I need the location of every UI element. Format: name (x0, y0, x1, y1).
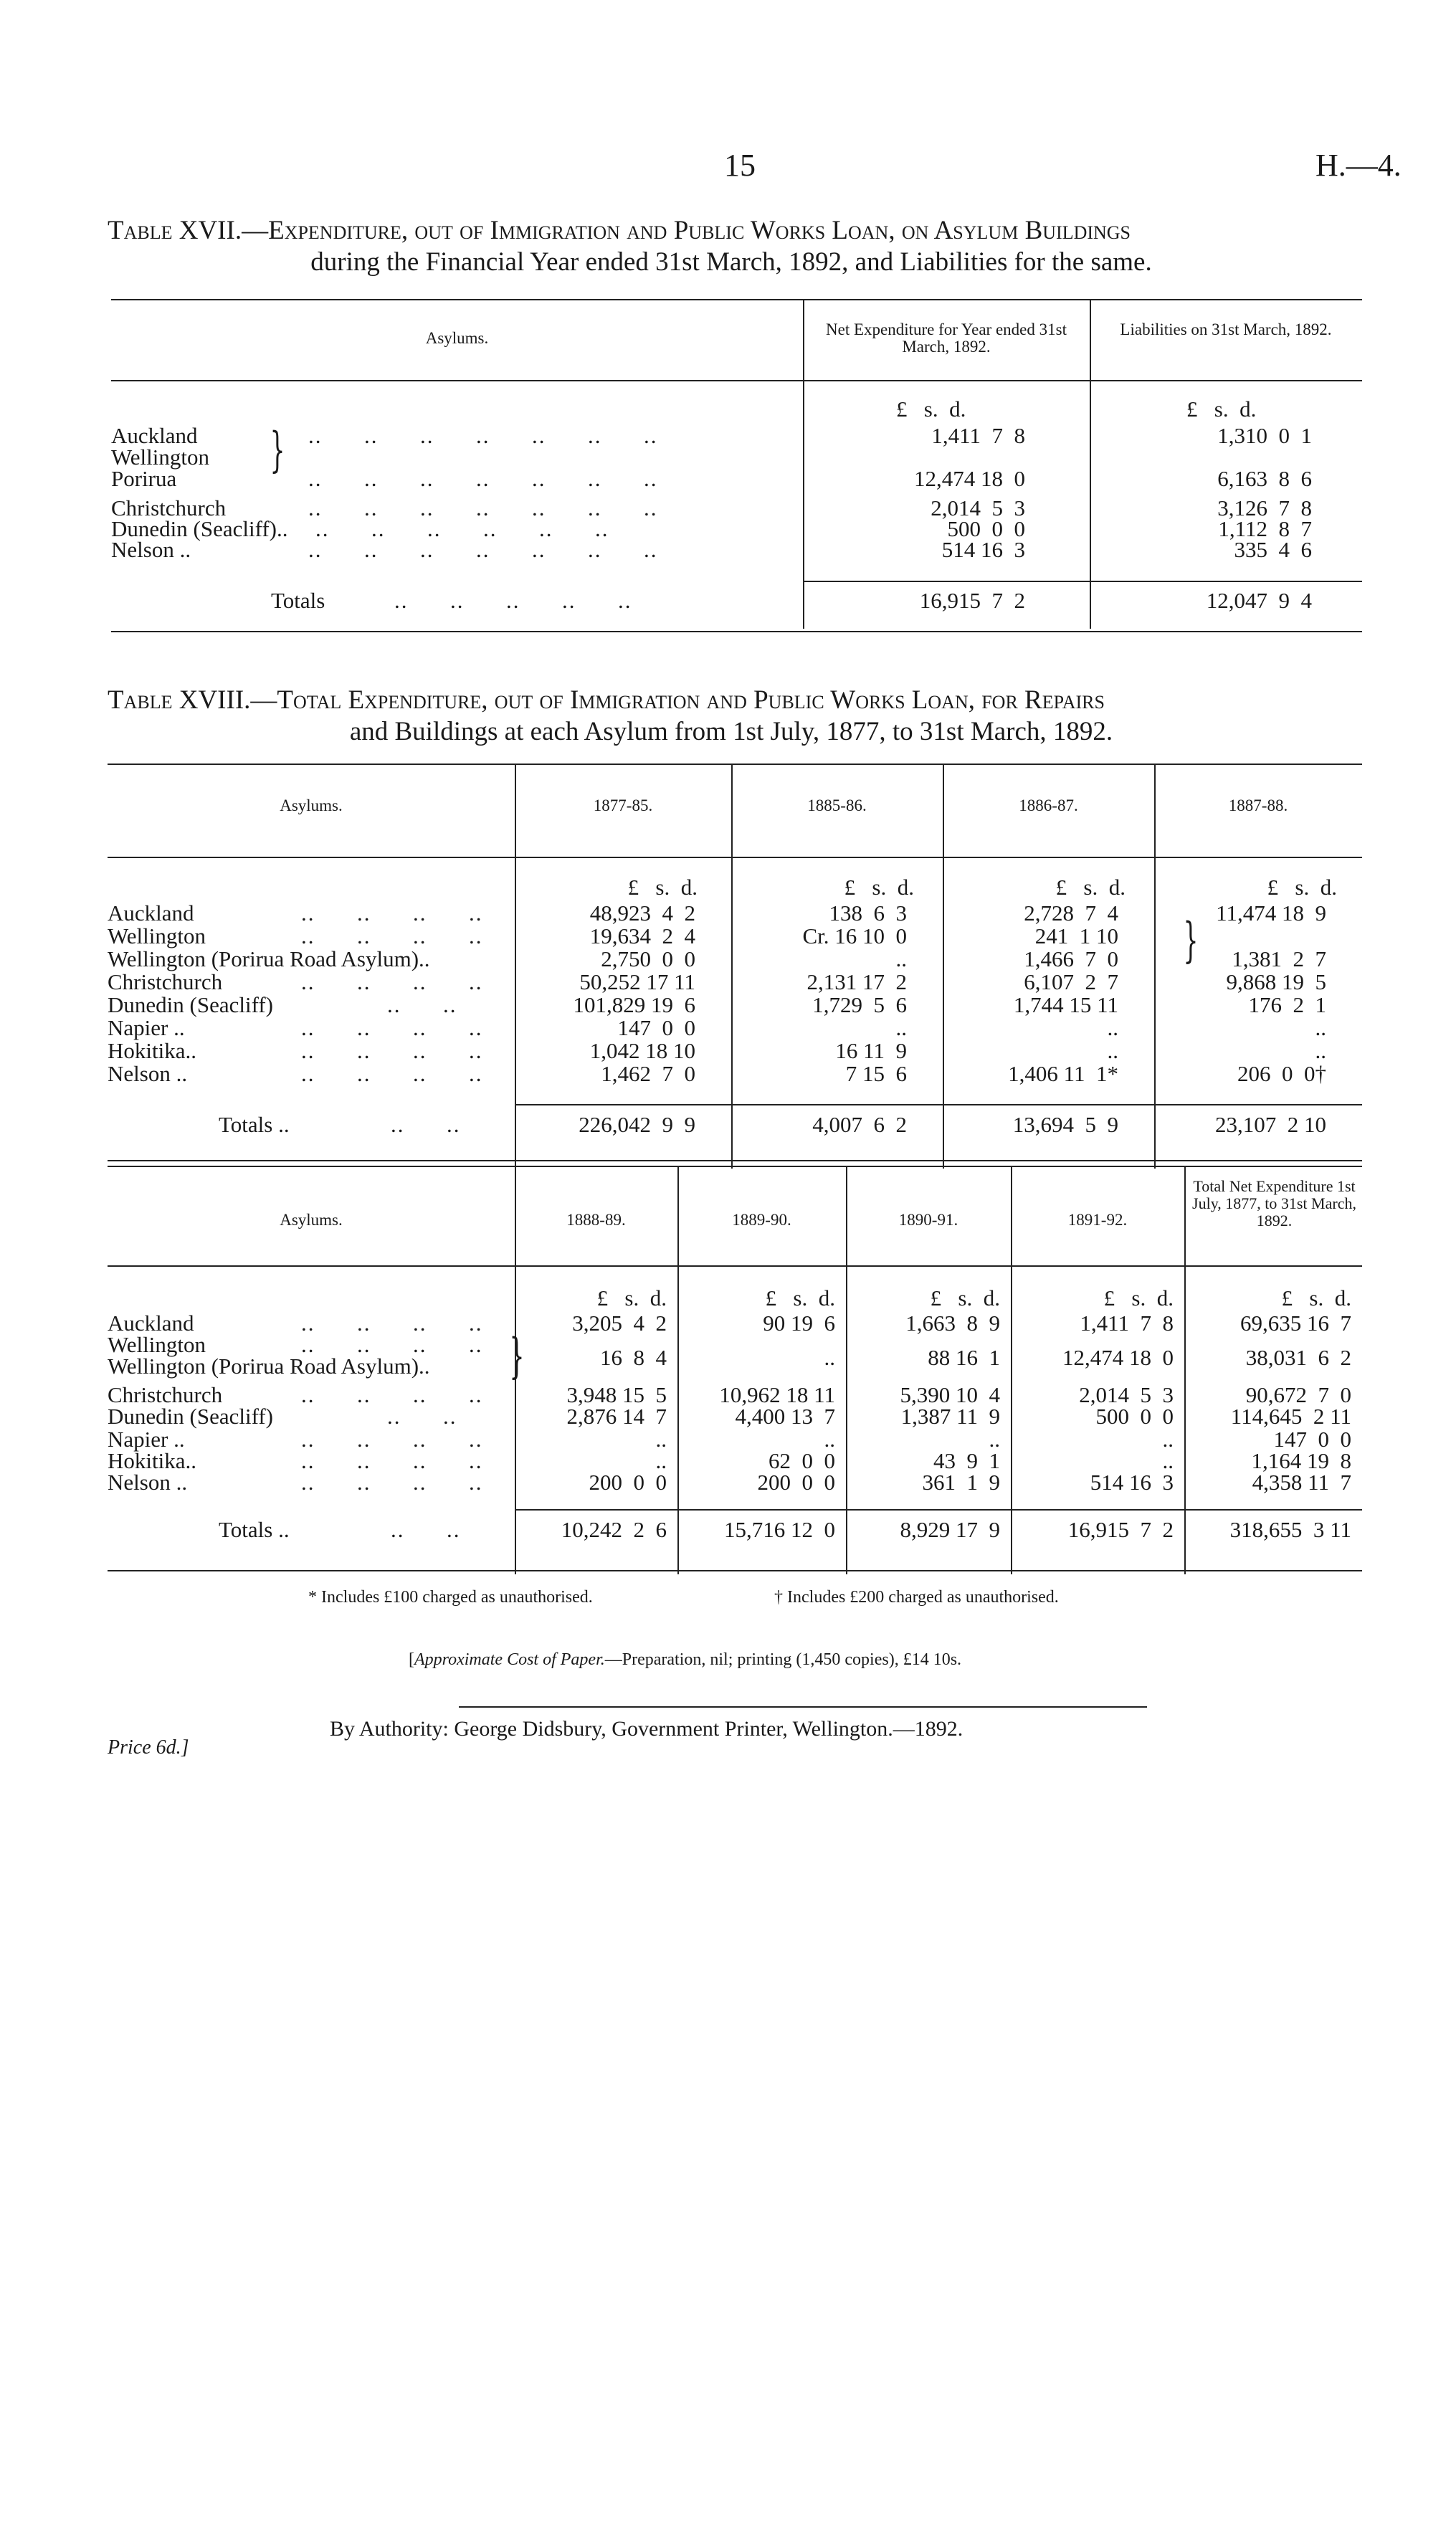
table18a-row-name: Nelson .. (108, 1061, 188, 1086)
table18a-cell: 101,829 19 6 (573, 992, 695, 1017)
table18b-unit-header: £ s. d. (930, 1285, 1000, 1311)
table18b-row-name: Auckland (108, 1311, 194, 1336)
table18-title-line1: Total Expenditure, out of Immigration and Public Works Loan, for Repairs (277, 685, 1105, 715)
table18b-cell: 361 1 9 (922, 1470, 1000, 1495)
table18a-unit-header: £ s. d. (844, 875, 914, 900)
footnote-1: * Includes £100 charged as unauthorised. (308, 1588, 593, 1607)
table18b-cell: 12,474 18 0 (1062, 1345, 1174, 1370)
table18a-cell: .. (1315, 1038, 1326, 1063)
leader-dots: .. .. .. .. (301, 1427, 483, 1452)
table17-row-net: 2,014 5 3 (931, 495, 1025, 520)
table18b-total: 8,929 17 9 (900, 1517, 1000, 1542)
table18b-total: 318,655 3 11 (1229, 1517, 1351, 1542)
table18a-row-name: Wellington (Porirua Road Asylum).. (108, 946, 430, 971)
table17-row-name: Auckland (111, 423, 198, 448)
table18b-unit-header: £ s. d. (596, 1285, 667, 1311)
table18a-row-name: Dunedin (Seacliff) (108, 992, 273, 1017)
table18b-col-total: Total Net Expenditure 1st July, 1877, to 31st March, 1892. (1192, 1177, 1356, 1229)
table18b-cell: 16 8 4 (600, 1345, 667, 1370)
table17-row-liab: 3,126 7 8 (1217, 495, 1312, 520)
table18b-cell: .. (824, 1427, 835, 1452)
table18b-cell: 1,663 8 9 (905, 1311, 1000, 1336)
table18a-year-header: 1887-88. (1228, 796, 1288, 814)
table18b-cell: 3,948 15 5 (566, 1382, 667, 1407)
table18b-cell: 88 16 1 (928, 1345, 1000, 1370)
table17-row-net: 500 0 0 (947, 516, 1025, 541)
leader-dots: .. .. .. .. (301, 1038, 483, 1063)
leader-dots: .. .. .. .. (301, 1015, 483, 1040)
leader-dots: .. .. .. .. .. .. .. (308, 423, 658, 448)
leader-dots: .. .. .. .. .. .. (315, 516, 609, 541)
table18b-year-header: 1888-89. (566, 1211, 626, 1229)
table18a-cell: 2,750 0 0 (601, 946, 695, 971)
table17-row-liab: 1,112 8 7 (1218, 516, 1312, 541)
table18a-row-name: Hokitika.. (108, 1038, 196, 1063)
table18b-cell: 500 0 0 (1095, 1404, 1174, 1429)
table18b-cell: 200 0 0 (589, 1470, 667, 1495)
table17-col-liab: Liabilities on 31st March, 1892. (1120, 320, 1332, 338)
table18a-cell: 16 11 9 (835, 1038, 907, 1063)
table18b-cell: 3,205 4 2 (572, 1311, 667, 1336)
table18b-total: 15,716 12 0 (724, 1517, 835, 1542)
leader-dots: .. .. .. .. .. .. .. (308, 537, 658, 562)
table18b-cell: 114,645 2 11 (1230, 1404, 1351, 1429)
leader-dots: .. .. .. .. (301, 1470, 483, 1495)
table17-net-unit: £ s. d. (896, 396, 966, 422)
table18a-cell: 1,462 7 0 (601, 1061, 695, 1086)
table18a-cell: 9,868 19 5 (1226, 969, 1326, 994)
table17-row-name: Nelson .. (111, 537, 191, 562)
table18-title-prefix: Table XVIII.— (108, 685, 277, 715)
table17-col-net: Net Expenditure for Year ended 31st March, 1892. (826, 320, 1067, 356)
table18a-cell: .. (1107, 1015, 1118, 1040)
table17-title (108, 215, 1355, 278)
table18a-total: 4,007 6 2 (812, 1112, 907, 1137)
table18b-unit-header: £ s. d. (1281, 1285, 1351, 1311)
table18b-unit-header: £ s. d. (1103, 1285, 1174, 1311)
table18b-row-name: Wellington (Porirua Road Asylum).. (108, 1354, 430, 1379)
table18a-cell: 50,252 17 11 (579, 969, 695, 994)
table18a-cell: 19,634 2 4 (589, 923, 695, 948)
leader-dots: .. .. .. .. (301, 923, 483, 948)
wellington-1887-brace: } (1183, 913, 1199, 968)
leader-dots: .. .. .. .. (301, 1061, 483, 1086)
table18b-total: 10,242 2 6 (561, 1517, 667, 1542)
table18a-row-name: Napier .. (108, 1015, 185, 1040)
table18b-cell: 69,635 16 7 (1240, 1311, 1351, 1336)
table18b-year-header: 1891-92. (1067, 1211, 1128, 1229)
table18a-year-header: 1886-87. (1019, 796, 1078, 814)
table18b-cell: 90 19 6 (763, 1311, 835, 1336)
table18b-cell: .. (824, 1345, 835, 1370)
table18a-cell: 147 0 0 (617, 1015, 695, 1040)
table18a-row-name: Wellington (108, 923, 206, 948)
table17-row-net: 12,474 18 0 (914, 466, 1025, 491)
table18a-cell: 1,729 5 6 (812, 992, 907, 1017)
table18a-cell: Cr. 16 10 0 (802, 923, 907, 948)
table17-row-name: Christchurch (111, 495, 227, 520)
table18a-unit-header: £ s. d. (1055, 875, 1126, 900)
paper-cost-label: Approximate Cost of Paper. (414, 1650, 605, 1669)
table18b-row-name: Napier .. (108, 1427, 185, 1452)
table18a-cell: 206 0 0† (1237, 1061, 1326, 1086)
footnote-2: † Includes £200 charged as unauthorised. (774, 1588, 1059, 1607)
table18b-cell: 4,358 11 7 (1252, 1470, 1351, 1495)
table18b-cell: 1,164 19 8 (1251, 1448, 1351, 1473)
table18b-cell: 514 16 3 (1090, 1470, 1174, 1495)
table18b-total: 16,915 7 2 (1067, 1517, 1174, 1542)
table17-row-name: Wellington (111, 444, 209, 470)
price: Price 6d.] (108, 1736, 189, 1759)
leader-dots: .. .. (387, 992, 457, 1017)
table18b-totals-label: Totals .. (219, 1517, 290, 1542)
table18b-cell: 147 0 0 (1273, 1427, 1351, 1452)
table18a-cell: 138 6 3 (829, 900, 907, 926)
table17-liab-unit: £ s. d. (1186, 396, 1257, 422)
table17-title-prefix: Table XVII.— (108, 216, 269, 245)
table18b-cell: 2,876 14 7 (566, 1404, 667, 1429)
table18a-cell: .. (1107, 1038, 1118, 1063)
table18a-cell: 2,131 17 2 (806, 969, 907, 994)
table18b-unit-header: £ s. d. (765, 1285, 835, 1311)
table18a-year-header: 1885-86. (807, 796, 867, 814)
table17-title-line2: during the Financial Year ended 31st March, 1892, and Liabilities for the same. (310, 247, 1152, 277)
table18b-year-header: 1890-91. (898, 1211, 958, 1229)
table18a-cell: .. (895, 946, 907, 971)
leader-dots: .. .. .. .. .. .. .. (308, 466, 658, 491)
authority-line: By Authority: George Didsbury, Government Printer, Wellington.—1892. (330, 1717, 963, 1741)
table18a-cell: 1,042 18 10 (589, 1038, 695, 1063)
leader-dots: .. .. .. .. (301, 1448, 483, 1473)
wellington-porirua-brace: } (270, 422, 285, 477)
table18a-cell: .. (1315, 1015, 1326, 1040)
table18-title (108, 685, 1355, 748)
table18a-total: 23,107 2 10 (1215, 1112, 1326, 1137)
table18a-cell: 176 2 1 (1248, 992, 1326, 1017)
table17-row-name: Porirua (111, 466, 177, 491)
table17-row-net: 514 16 3 (941, 537, 1025, 562)
table18a-cell: .. (895, 1015, 907, 1040)
table18b-cell: 90,672 7 0 (1245, 1382, 1351, 1407)
table18a-cell: 11,474 18 9 (1216, 900, 1326, 926)
table18a-unit-header: £ s. d. (1267, 875, 1337, 900)
table18b-cell: 200 0 0 (757, 1470, 835, 1495)
leader-dots: .. .. (387, 1404, 457, 1429)
table18a-cell: 1,744 15 11 (1013, 992, 1118, 1017)
table18a-cell: 6,107 2 7 (1024, 969, 1118, 994)
document-id: H.—4. (1315, 148, 1402, 183)
table18b-cell: .. (1162, 1448, 1174, 1473)
table18a-row-name: Christchurch (108, 969, 223, 994)
table18a-cell: 2,728 7 4 (1024, 900, 1118, 926)
leader-dots: .. .. .. .. (301, 1382, 483, 1407)
leader-dots: .. .. .. .. (301, 1332, 483, 1357)
table18-title-line2: and Buildings at each Asylum from 1st July, 1877, to 31st March, 1892. (349, 717, 1113, 746)
table18b-cell: 43 9 1 (933, 1448, 1000, 1473)
table18b-cell: 1,411 7 8 (1080, 1311, 1174, 1336)
table18a-total: 13,694 5 9 (1012, 1112, 1118, 1137)
table18b-cell: 10,962 18 11 (719, 1382, 835, 1407)
table17-totals-liab: 12,047 9 4 (1206, 588, 1312, 613)
table18b-cell: .. (655, 1427, 667, 1452)
table18b-cell: 38,031 6 2 (1245, 1345, 1351, 1370)
table18b-row-name: Christchurch (108, 1382, 223, 1407)
table18a-cell: 241 1 10 (1034, 923, 1118, 948)
paper-cost-text: —Preparation, nil; printing (1,450 copies), £14 10s. (604, 1650, 962, 1669)
table17-col-asylums: Asylums. (425, 329, 489, 347)
table18a-cell: 48,923 4 2 (589, 900, 695, 926)
table18a-cell: 1,466 7 0 (1024, 946, 1118, 971)
table18a-unit-header: £ s. d. (627, 875, 698, 900)
table18a-year-header: 1877-85. (593, 796, 653, 814)
table18a-row-name: Auckland (108, 900, 194, 926)
table18a-totals-label: Totals .. (219, 1112, 290, 1137)
table18b-cell: 2,014 5 3 (1079, 1382, 1174, 1407)
table18b-cell: .. (1162, 1427, 1174, 1452)
table18b-col-asylums: Asylums. (280, 1211, 343, 1229)
table18a-cell: 7 15 6 (845, 1061, 907, 1086)
table17-row-liab: 1,310 0 1 (1217, 423, 1312, 448)
paper-cost: [Approximate Cost of Paper.—Preparation, nil; printing (1,450 copies), £14 10s. (409, 1650, 962, 1669)
leader-dots: .. .. .. .. (301, 969, 483, 994)
table18b-row-name: Wellington (108, 1332, 206, 1357)
table17-row-liab: 6,163 8 6 (1217, 466, 1312, 491)
table18b-cell: .. (655, 1448, 667, 1473)
leader-dots: .. .. .. .. (301, 900, 483, 926)
table18a-cell: 1,381 2 7 (1232, 946, 1326, 971)
table18b-row-name: Nelson .. (108, 1470, 188, 1495)
leader-dots: .. .. .. .. (301, 1311, 483, 1336)
table18a-col-asylums: Asylums. (280, 796, 343, 814)
table17-row-liab: 335 4 6 (1234, 537, 1312, 562)
table18b-row-name: Hokitika.. (108, 1448, 196, 1473)
page-number: 15 (724, 148, 756, 183)
table18b-cell: 5,390 10 4 (900, 1382, 1000, 1407)
table18a-cell: 1,406 11 1* (1008, 1061, 1118, 1086)
table18b-cell: .. (989, 1427, 1000, 1452)
table17-row-net: 1,411 7 8 (931, 423, 1025, 448)
table18b-cell: 62 0 0 (769, 1448, 835, 1473)
table18b-row-name: Dunedin (Seacliff) (108, 1404, 273, 1429)
table18a-total: 226,042 9 9 (579, 1112, 695, 1137)
table17-totals-net: 16,915 7 2 (919, 588, 1025, 613)
table17-title-line1: Expenditure, out of Immigration and Public Works Loan, on Asylum Buildings (268, 216, 1131, 245)
table18b-cell: 1,387 11 9 (900, 1404, 1000, 1429)
leader-dots: .. .. .. .. .. .. .. (308, 495, 658, 520)
table18b-cell: 4,400 13 7 (735, 1404, 835, 1429)
wellington-1888-brace: } (509, 1328, 525, 1384)
table17-row-name: Dunedin (Seacliff).. (111, 516, 288, 541)
table17-totals-label: Totals (271, 588, 325, 613)
table18b-year-header: 1889-90. (732, 1211, 791, 1229)
